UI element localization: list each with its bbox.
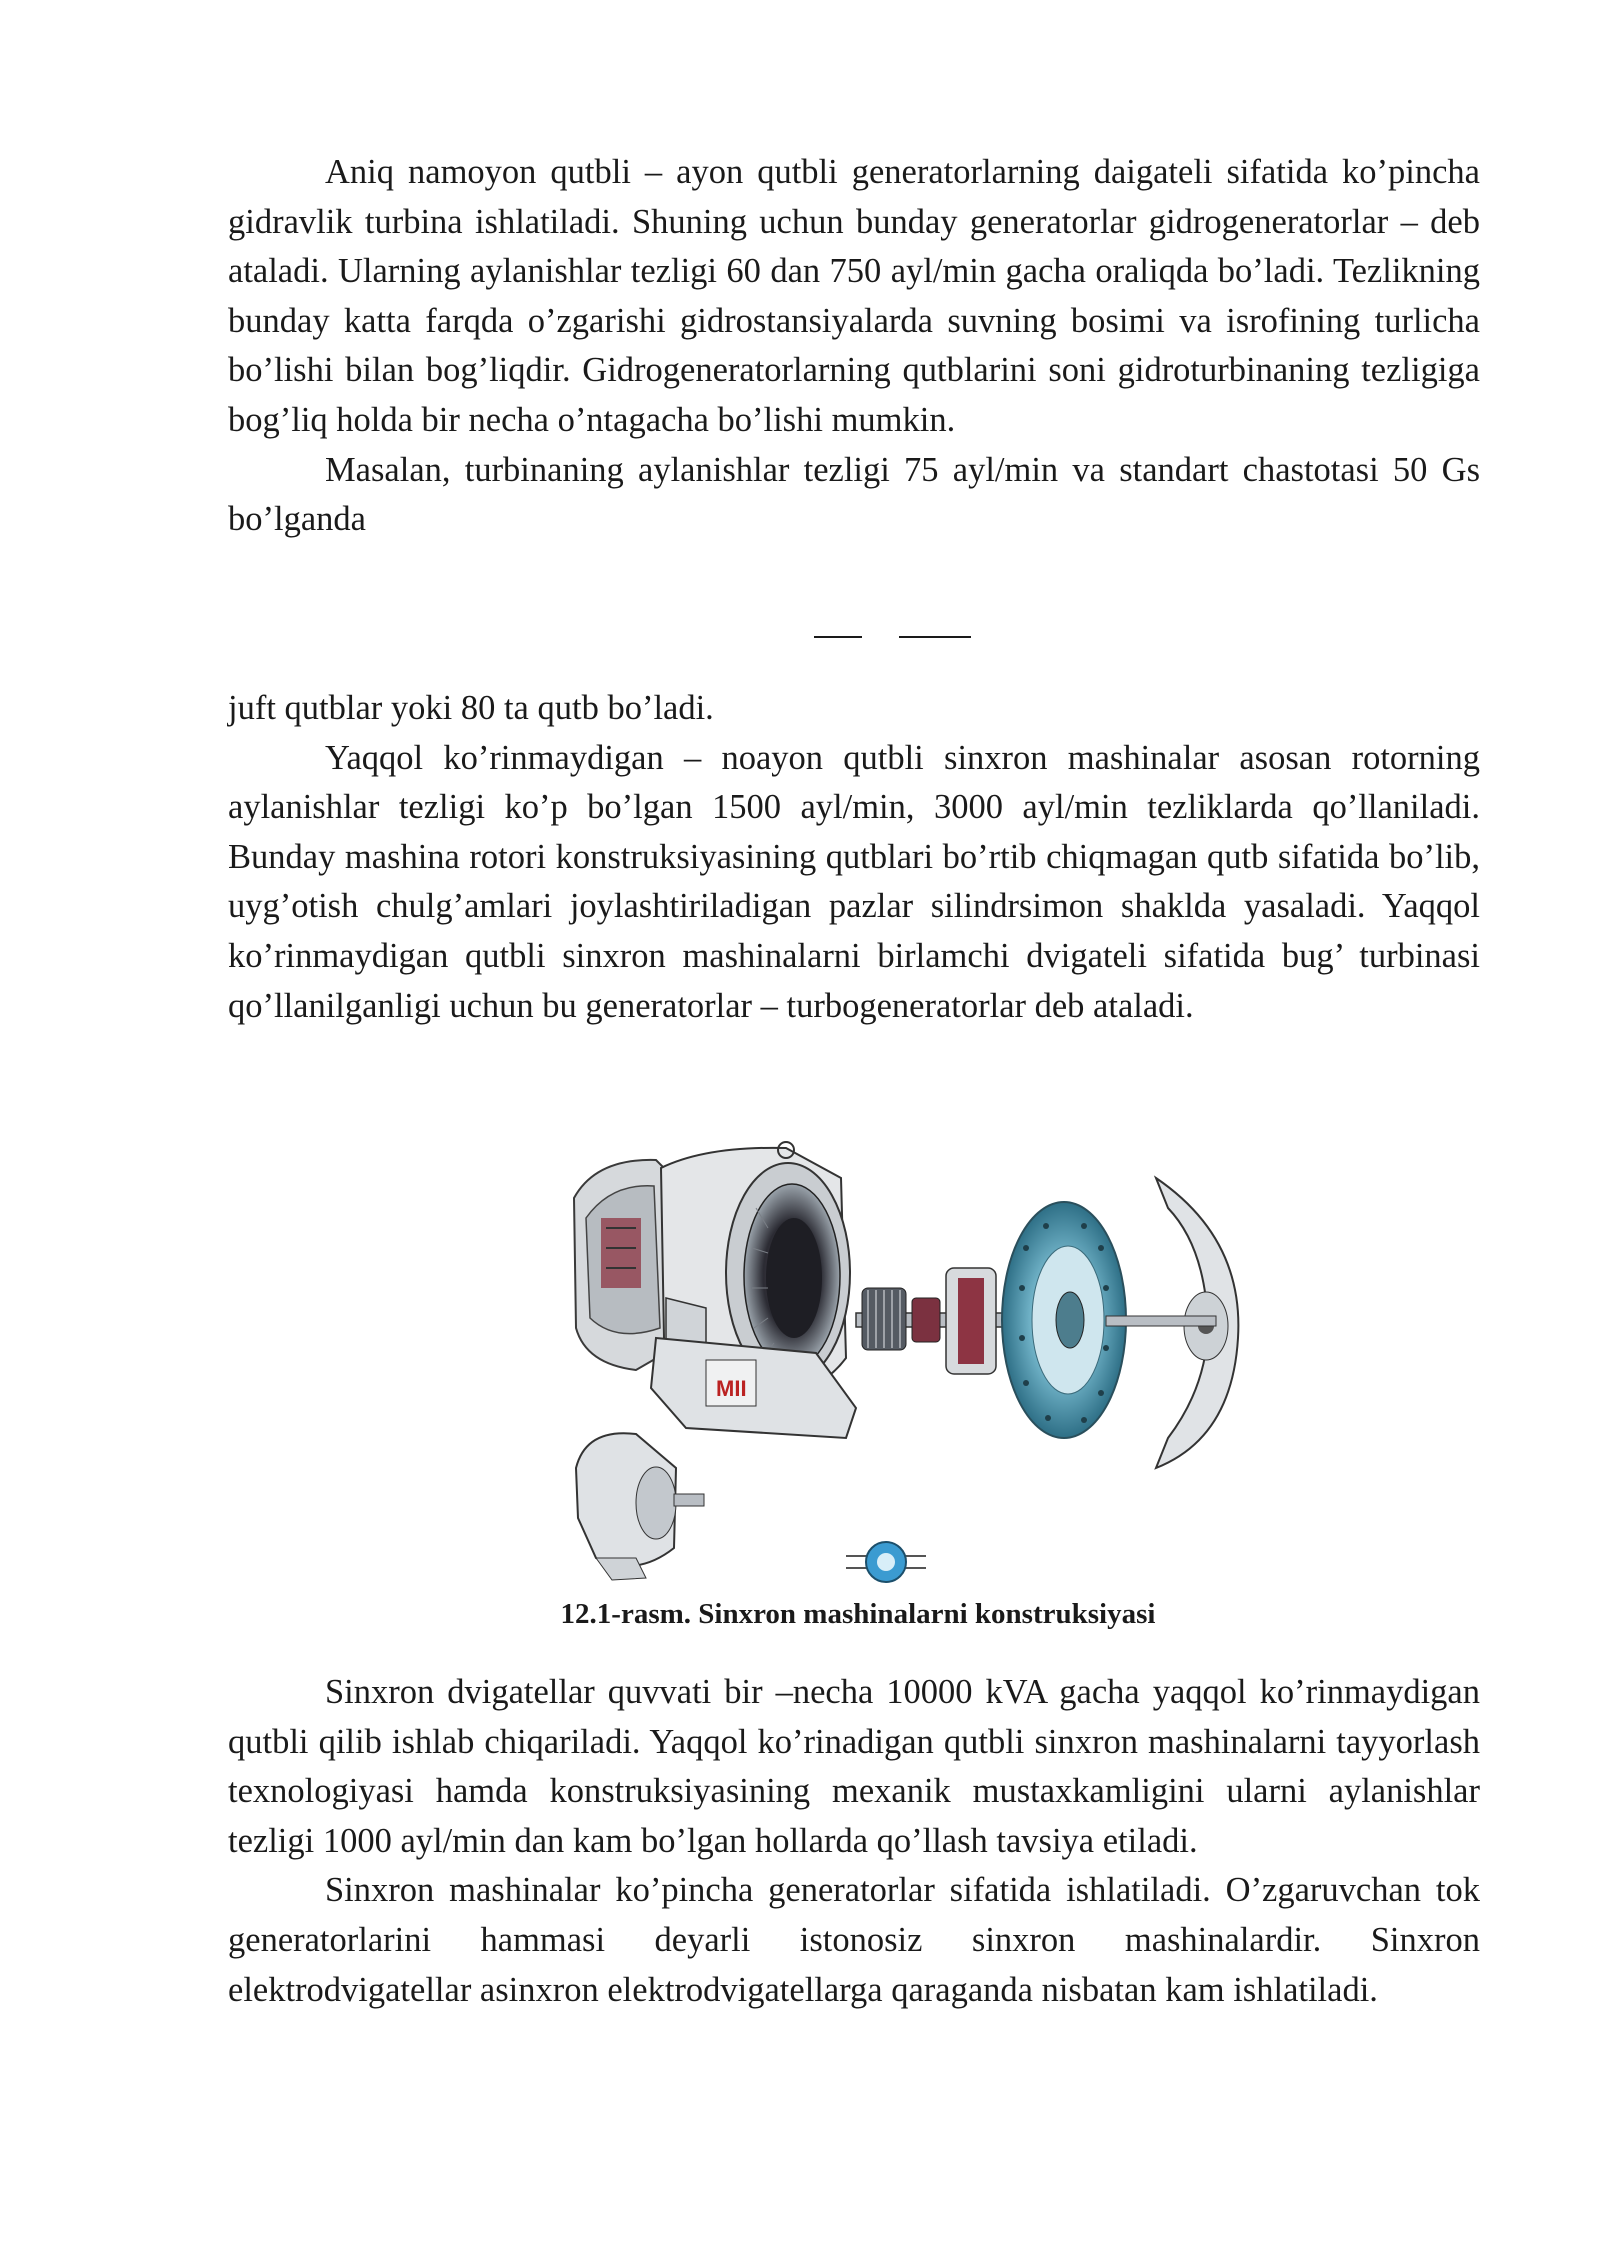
text-block-top [228, 148, 1480, 545]
small-exciter [576, 1433, 704, 1580]
paragraph-pole-pairs: juft qutblar yoki 80 ta qutb bo’ladi. [228, 689, 714, 727]
paragraph-turbogenerators: Yaqqol ko’rinmaydigan – noayon qutbli sinxron mashinalar asosan rotorning aylanishlar tezligi ko’p bo’lgan 1500 ayl/min, 3000 ayl/min tezliklarda qo’llaniladi. Bunday mashina rotori konstruksiyasining qutblari bo’rtib chiqmagan qutb sifatida bo’lib, uyg’otish chulg’amlari joylashtiriladigan pazlar silindrsimon shaklda yasaladi. Yaqqol ko’rinmaydigan qutbli sinxron mashinalarni birlamchi dvigateli sifatida bug’ turbinasi qo’llanilganligi uchun bu generatorlar – turbogeneratorlar deb ataladi. [228, 738, 1480, 1025]
figure-caption: 12.1-rasm. Sinxron mashinalarni konstruksiyasi [560, 1598, 1156, 1630]
right-end-shield [1106, 1178, 1238, 1468]
formula-fraction-bar [814, 636, 862, 638]
paragraph-motor-power: Sinxron dvigatellar quvvati bir –necha 10000 kVA gacha yaqqol ko’rinmaydigan qutbli qilib ishlab chiqariladi. Yaqqol ko’rinadigan qutbli sinxron mashinalarni tayyorlash texnologiyasi hamda konstruksiyasining mexanik mustaxkamligini ularni aylanishlar tezligi 1000 ayl/min dan kam bo’lgan hollarda qo’llash tavsiya etiladi. [228, 1673, 1480, 1860]
paragraph-hydrogenerators: Aniq namoyon qutbli – ayon qutbli generatorlarning daigateli sifatida ko’pincha gidravlik turbina ishlatiladi. Shuning uchun bunday generatorlar gidrogeneratorlar – deb ataladi. Ularning aylanishlar tezligi 60 dan 750 ayl/min gacha oraliqda bo’ladi. Tezlikning bunday katta farqda o’zgarishi gidrostansiyalarda suvning bosimi va isrofining turlicha bo’lishi bilan bog’liqdir. Gidrogeneratorlarning qutblarini soni gidroturbinaning tezligiga bog’liq holda bir necha o’ntagacha bo’lishi mumkin. [228, 153, 1480, 439]
text-block-bottom [228, 1668, 1480, 2015]
paragraph-usage: Sinxron mashinalar ko’pincha generatorlar sifatida ishlatiladi. O’zgaruvchan tok generatorlarini hammasi deyarli istonosiz sinxron mashinalardir. Sinxron elektrodvigatellar asinxron elektrodvigatellarga qaraganda nisbatan kam ishlatiladi. [228, 1871, 1480, 2009]
text-block-middle [228, 684, 1480, 1031]
formula-fraction-bar [899, 636, 971, 638]
stator-marking: MII [716, 1376, 747, 1401]
synchronous-machine-figure [556, 1138, 1244, 1586]
paragraph-example: Masalan, turbinaning aylanishlar tezligi 75 ayl/min va standart chastotasi 50 Gs bo’lganda [228, 450, 1480, 539]
slip-ring [846, 1542, 926, 1582]
